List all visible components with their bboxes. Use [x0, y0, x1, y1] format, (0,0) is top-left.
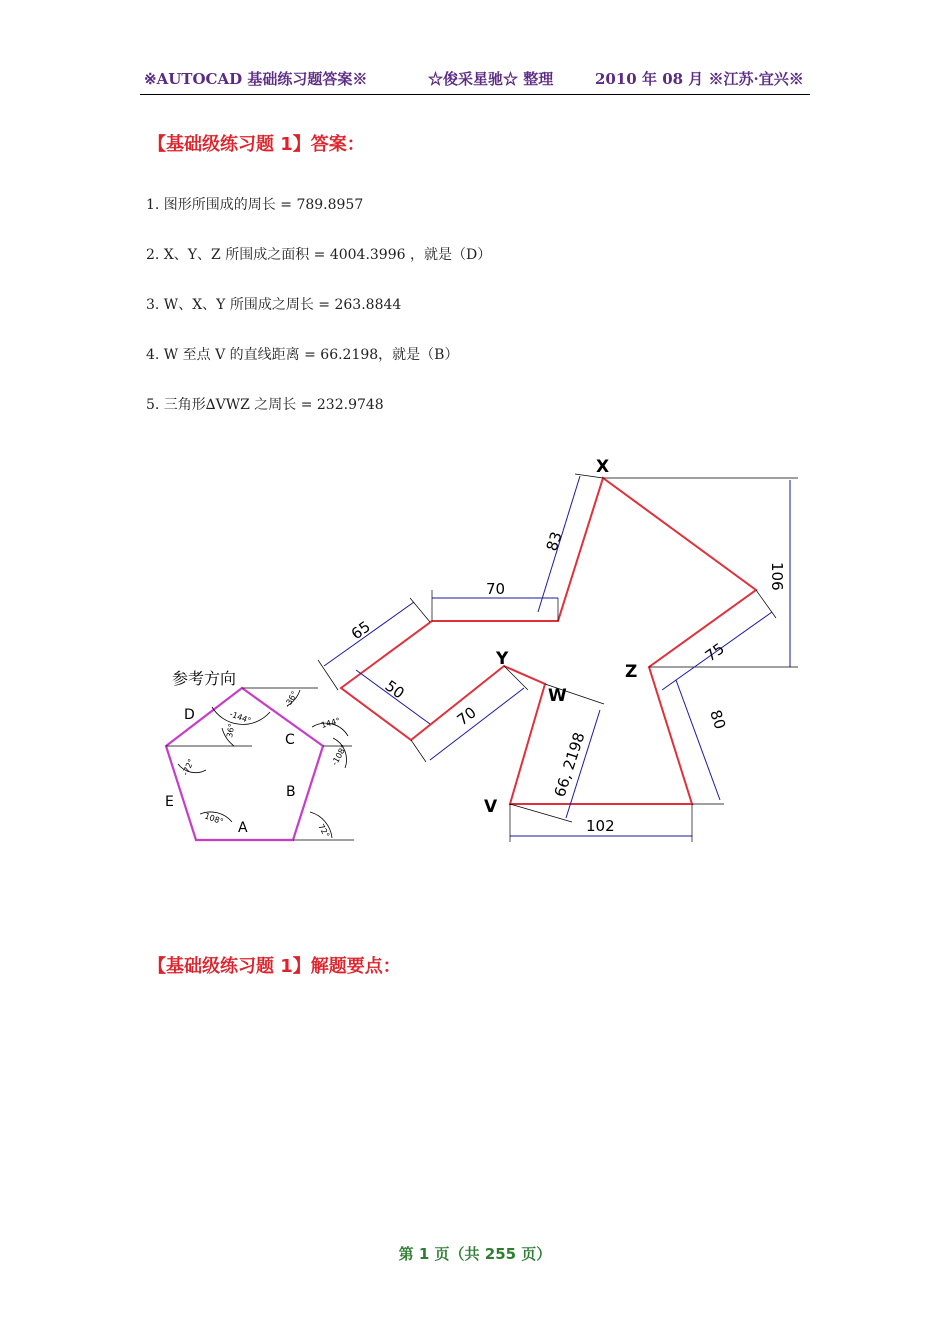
page-footer: 第 1 页（共 255 页） [398, 1245, 552, 1263]
pentagon-label-a: A [238, 820, 248, 836]
main-outline [341, 478, 756, 804]
pentagon-reference [165, 669, 354, 840]
pentagon-label-b: B [286, 784, 296, 800]
point-label-w: W [548, 686, 567, 706]
answer-line-4: 4. W 至点 V 的直线距离 = 66.2198，就是（B） [146, 347, 459, 363]
dim-65: 65 [347, 617, 374, 644]
point-label-z: Z [625, 662, 638, 682]
dim-75: 75 [701, 639, 728, 666]
angle-label-6: -72° [180, 757, 197, 777]
dim-66-2198: 66, 2198 [550, 730, 589, 800]
angle-label-1: -144° [228, 709, 253, 726]
header-editor: ☆俊采星驰☆ 整理 [428, 70, 554, 88]
answer-section-title: 【基础级练习题 1】答案： [148, 134, 365, 155]
reference-direction-label: 参考方向 [172, 669, 237, 688]
angle-label-4: 144° [320, 716, 342, 730]
dim-83: 83 [542, 529, 566, 554]
header-date-location: 2010 年 08 月 ※江苏·宜兴※ [595, 70, 804, 88]
pentagon-label-d: D [184, 707, 195, 723]
dim-70-top: 70 [486, 580, 506, 598]
point-label-x: X [596, 457, 610, 477]
point-label-v: V [484, 797, 498, 817]
dim-70-lower: 70 [453, 703, 480, 730]
solution-section-title: 【基础级练习题 1】解题要点： [148, 956, 401, 977]
dim-102: 102 [586, 817, 615, 835]
answer-line-1: 1. 图形所围成的周长 = 789.8957 [146, 197, 364, 213]
point-label-y: Y [496, 649, 509, 669]
dim-80: 80 [706, 707, 730, 732]
angle-label-3: 36° [225, 722, 237, 739]
answer-line-2: 2. X、Y、Z 所围成之面积 = 4004.3996 ，就是（D） [146, 247, 492, 263]
dim-50: 50 [381, 676, 408, 703]
angle-label-2: -36° [282, 689, 300, 709]
pentagon-label-e: E [165, 794, 174, 810]
pentagon-label-c: C [285, 732, 295, 748]
answer-line-5: 5. 三角形∆VWZ 之周长 = 232.9748 [146, 397, 384, 413]
angle-label-8: 72° [316, 822, 332, 840]
answer-line-3: 3. W、X、Y 所围成之周长 = 263.8844 [146, 297, 402, 313]
dim-106: 106 [768, 562, 786, 591]
angle-label-5: -108° [329, 743, 349, 767]
angle-label-7: 108° [203, 811, 225, 827]
header-title: ※AUTOCAD 基础练习题答案※ [144, 70, 368, 88]
